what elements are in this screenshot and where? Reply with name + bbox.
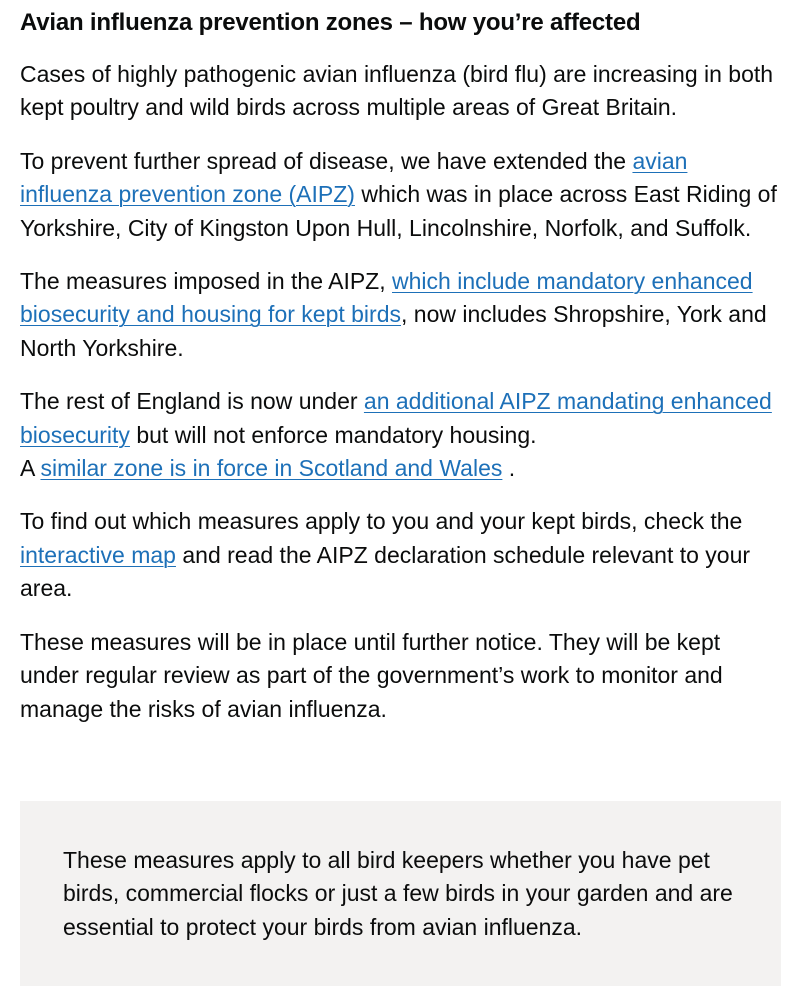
paragraph-text: A xyxy=(20,455,41,482)
aipz-link[interactable]: avian influenza prevention zone (AIPZ) xyxy=(20,147,688,208)
inset-paragraph: These measures apply to all bird keepers whether you have pet birds, commercial flocks or just a few birds in your garden and are essential to protect your birds from avian influenza. xyxy=(63,847,733,940)
inset-text xyxy=(20,801,781,986)
paragraph-text: The rest of England is now under xyxy=(20,388,364,415)
additional-aipz-link[interactable]: an additional AIPZ mandating enhanced biosecurity xyxy=(20,388,772,448)
paragraph-text: . xyxy=(502,455,516,482)
paragraph-find-out xyxy=(20,505,780,605)
paragraph-rest-of-england xyxy=(20,385,780,485)
paragraph-cases: Cases of highly pathogenic avian influenza (bird flu) are increasing in both kept poultry and wild birds across multiple areas of Great Britain. xyxy=(20,61,774,121)
paragraph-text: To find out which measures apply to you and your kept birds, check the xyxy=(20,508,743,535)
paragraph-text: and read the AIPZ declaration schedule relevant to your area. xyxy=(20,541,751,602)
interactive-map-link[interactable]: interactive map xyxy=(20,541,176,568)
paragraph-text: but will not enforce mandatory housing. xyxy=(129,421,537,448)
mandatory-housing-link[interactable]: which include mandatory enhanced biosecurity and housing for kept birds xyxy=(20,268,753,328)
scotland-wales-link[interactable]: similar zone is in force in Scotland and Wales xyxy=(40,455,503,482)
paragraph-extension xyxy=(20,145,780,245)
paragraph-text: To prevent further spread of disease, we have extended the xyxy=(20,147,633,174)
paragraph-text: , now includes Shropshire, York and North Yorkshire. xyxy=(20,301,767,361)
paragraph-review: These measures will be in place until further notice. They will be kept under regular review as part of the government’s work to monitor and manage the risks of avian influenza. xyxy=(20,628,723,722)
paragraph-text: which was in place across East Riding of Yorkshire, City of Kingston Upon Hull, Lincolnshire, Norfolk, and Suffolk. xyxy=(20,181,777,241)
paragraph-text: The measures imposed in the AIPZ, xyxy=(20,268,393,295)
paragraph-measures xyxy=(20,265,780,365)
section-heading: Avian influenza prevention zones – how you’re affected xyxy=(20,9,641,36)
